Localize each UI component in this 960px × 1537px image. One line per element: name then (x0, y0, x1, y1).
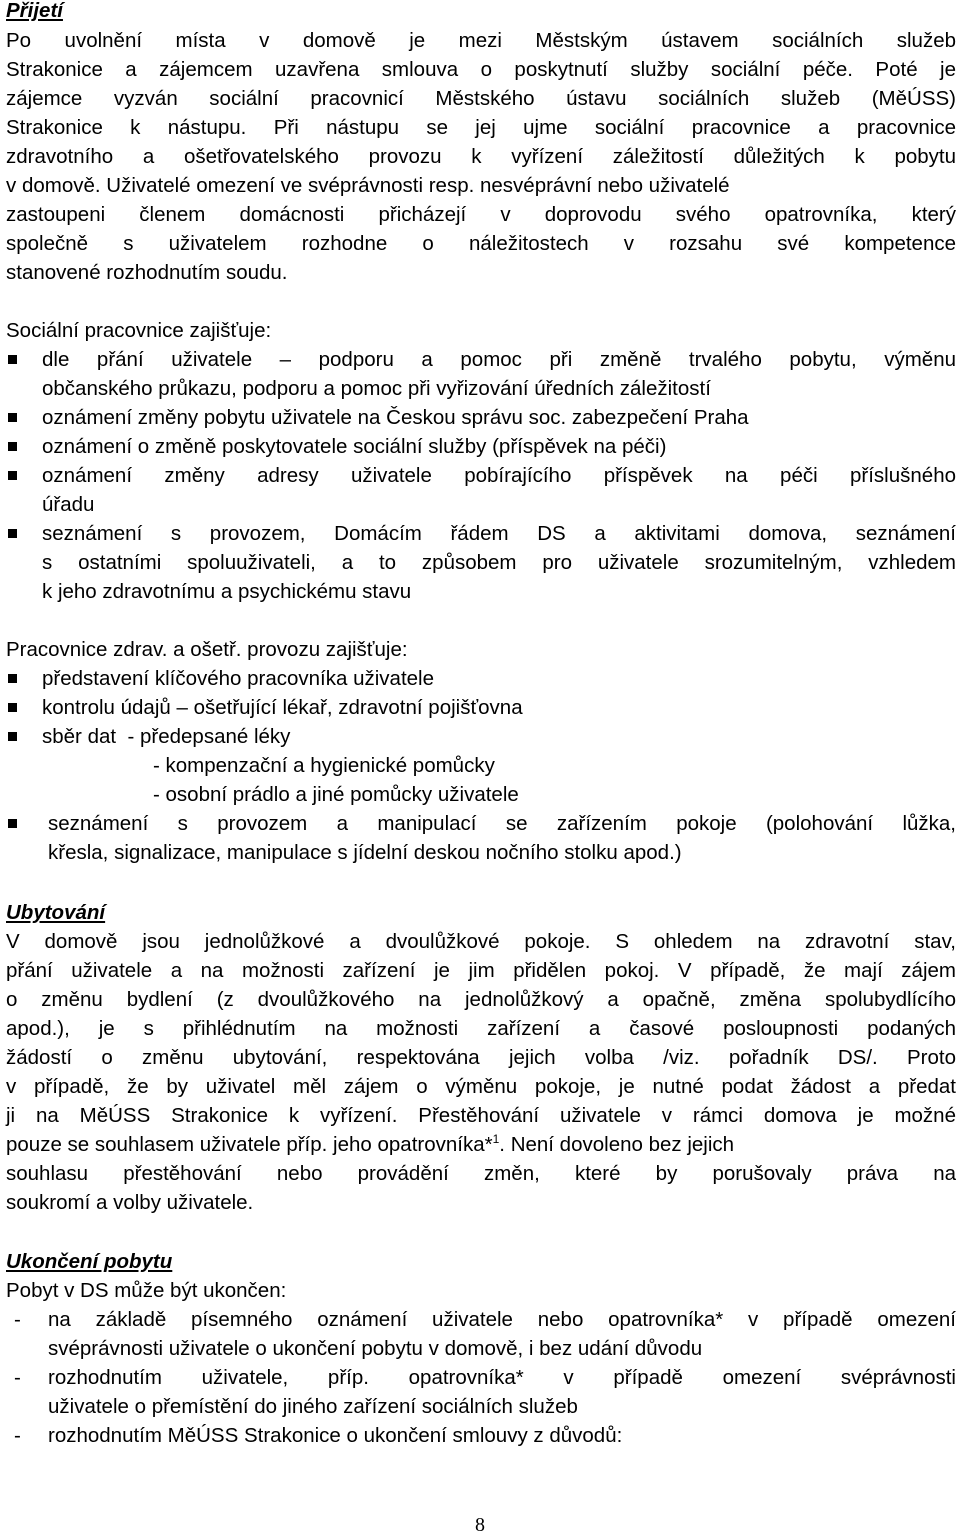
list-item-line: - kompenzační a hygienické pomůcky (153, 754, 495, 777)
paragraph-text: pouze se souhlasem uživatele příp. jeho opatrovníka* (6, 1133, 493, 1156)
dash-marker: - (14, 1308, 21, 1331)
paragraph-line: stanovené rozhodnutím soudu. (6, 261, 288, 284)
list-item-line: kontrolu údajů – ošetřující lékař, zdravotní pojišťovna (42, 696, 523, 719)
nurse-title: Pracovnice zdrav. a ošetř. provozu zajišťuje: (6, 638, 408, 661)
paragraph-text: . Není dovoleno bez jejich (499, 1133, 735, 1156)
bullet-icon (8, 819, 17, 828)
paragraph-line: Po uvolnění místa v domově je mezi Městským ústavem sociálních služeb (6, 29, 956, 52)
list-item-line: svéprávnosti uživatele o ukončení pobytu v domově, i bez udání důvodu (48, 1337, 703, 1360)
paragraph-line: v domově. Uživatelé omezení ve svéprávnosti resp. nesvéprávní nebo uživatelé (6, 174, 730, 197)
paragraph-line: apod.), je s přihlédnutím na možnosti zařízení a časové posloupnosti podaných (6, 1017, 956, 1040)
dash-marker: - (14, 1366, 21, 1389)
bullet-icon (8, 355, 17, 364)
bullet-icon (8, 674, 17, 683)
paragraph-line: zdravotního a ošetřovatelského provozu k vyřízení záležitostí důležitých k pobytu (6, 145, 956, 168)
section-heading-ubytovani: Ubytování (6, 901, 106, 924)
paragraph-line (6, 1130, 956, 1159)
list-item-line: - osobní prádlo a jiné pomůcky uživatele (153, 783, 519, 806)
paragraph-line: zastoupeni členem domácnosti přicházejí v doprovodu svého opatrovníka, který (6, 203, 956, 226)
paragraph-line: žádostí o změnu ubytování, respektována jejich volba /viz. pořadník DS/. Proto (6, 1046, 956, 1069)
list-item-line: křesla, signalizace, manipulace s jídelní deskou nočního stolku apod.) (48, 841, 682, 864)
paragraph-line: souhlasu přestěhování nebo provádění změn, které by porušovaly práva na (6, 1162, 956, 1185)
paragraph-line: Strakonice a zájemcem uzavřena smlouva o poskytnutí služby sociální péče. Poté je (6, 58, 956, 81)
footnote-reference: 1 (492, 1132, 500, 1147)
list-item-line: představení klíčového pracovníka uživatele (42, 667, 435, 690)
paragraph-line: přání uživatele a na možnosti zařízení je jim přidělen pokoj. V případě, že mají zájem (6, 959, 956, 982)
list-item-line: oznámení změny adresy uživatele pobírajícího příspěvek na péči příslušného (42, 464, 956, 487)
section-heading-prijeti: Přijetí (6, 0, 63, 22)
list-item-line: seznámení s provozem a manipulací se zařízením pokoje (polohování lůžka, (48, 812, 956, 835)
paragraph-line: Strakonice k nástupu. Při nástupu se jej ujme sociální pracovnice a pracovnice (6, 116, 956, 139)
list-item-line: sběr dat - předepsané léky (42, 725, 291, 748)
bullet-icon (8, 703, 17, 712)
list-item-line: k jeho zdravotnímu a psychickému stavu (42, 580, 412, 603)
list-item-line: oznámení o změně poskytovatele sociální služby (příspěvek na péči) (42, 435, 667, 458)
paragraph-line: V domově jsou jednolůžkové a dvoulůžkové pokoje. S ohledem na zdravotní stav, (6, 930, 956, 953)
list-item-line: rozhodnutím uživatele, příp. opatrovníka* v případě omezení svéprávnosti (48, 1366, 956, 1389)
paragraph-line: ji na MěÚSS Strakonice k vyřízení. Přestěhování uživatele v rámci domova je možné (6, 1104, 956, 1127)
bullet-icon (8, 442, 17, 451)
list-item-line: oznámení změny pobytu uživatele na Českou správu soc. zabezpečení Praha (42, 406, 749, 429)
bullet-icon (8, 471, 17, 480)
paragraph-line: společně s uživatelem rozhodne o náležitostech v rozsahu své kompetence (6, 232, 956, 255)
list-item-line: uživatele o přemístění do jiného zařízení sociálních služeb (48, 1395, 578, 1418)
list-item-line: s ostatními spoluuživateli, a to způsobem pro uživatele srozumitelným, vzhledem (42, 551, 956, 574)
section-heading-ukonceni: Ukončení pobytu (6, 1250, 173, 1273)
page-number: 8 (475, 1514, 485, 1536)
paragraph-line: zájemce vyzván sociální pracovnicí Městského ústavu sociálních služeb (MěÚSS) (6, 87, 956, 110)
paragraph-line: soukromí a volby uživatele. (6, 1191, 254, 1214)
list-item-line: úřadu (42, 493, 95, 516)
list-item-line: dle přání uživatele – podporu a pomoc při změně trvalého pobytu, výměnu (42, 348, 956, 371)
bullet-icon (8, 413, 17, 422)
bullet-icon (8, 529, 17, 538)
list-item-line: na základě písemného oznámení uživatele nebo opatrovníka* v případě omezení (48, 1308, 956, 1331)
ukonceni-intro: Pobyt v DS může být ukončen: (6, 1279, 287, 1302)
list-item-line: rozhodnutím MěÚSS Strakonice o ukončení smlouvy z důvodů: (48, 1424, 623, 1447)
bullet-icon (8, 732, 17, 741)
list-item-line: seznámení s provozem, Domácím řádem DS a aktivitami domova, seznámení (42, 522, 956, 545)
paragraph-line: o změnu bydlení (z dvoulůžkového na jednolůžkový a opačně, změna spolubydlícího (6, 988, 956, 1011)
social-worker-title: Sociální pracovnice zajišťuje: (6, 319, 272, 342)
paragraph-line: v případě, že by uživatel měl zájem o výměnu pokoje, je nutné podat žádost a předat (6, 1075, 956, 1098)
dash-marker: - (14, 1424, 21, 1447)
list-item-line: občanského průkazu, podporu a pomoc při vyřizování úředních záležitostí (42, 377, 711, 400)
